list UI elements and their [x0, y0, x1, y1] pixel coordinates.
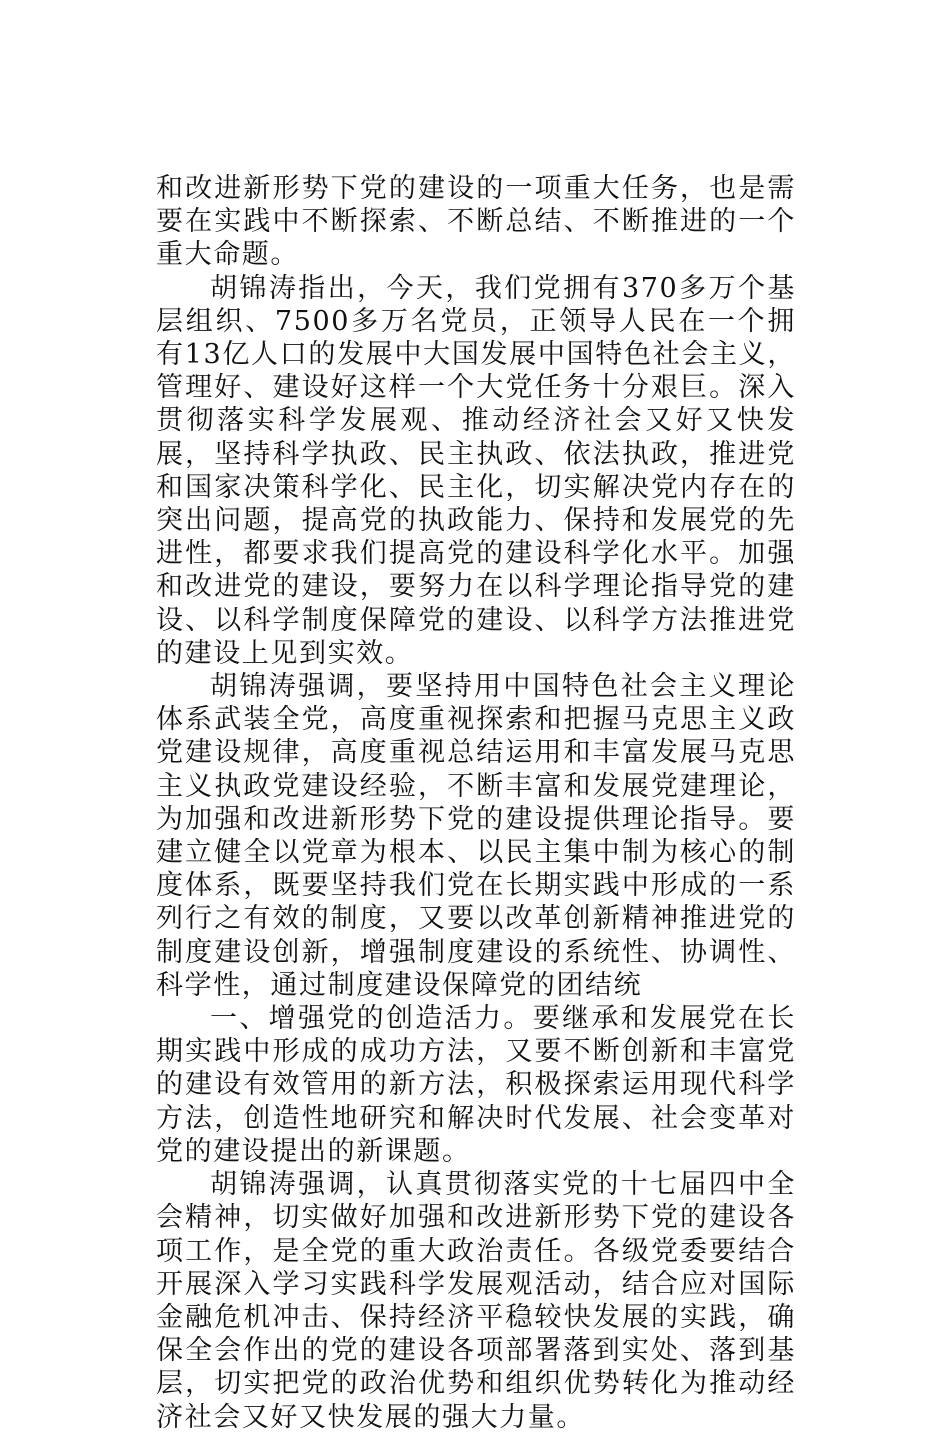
paragraph-hu-emphasized-implementation: 胡锦涛强调，认真贯彻落实党的十七届四中全会精神，切实做好加强和改进新形势下党的建设各项工作，是全党的重大政治责任。各级党委要结合开展深入学习实践科学发展观活动，结合应对国际金融危机冲击、保持经济平稳较快发展的实践，确保全会作出的党的建设各项部署落到实处、落到基层，切实把党的政治优势和组织优势转化为推动经济社会又好又快发展的强大力量。	[156, 1169, 796, 1433]
paragraph-hu-pointed-out: 胡锦涛指出，今天，我们党拥有370多万个基层组织、7500多万名党员，正领导人民在一个拥有13亿人口的发展中大国发展中国特色社会主义，管理好、建设好这样一个大党任务十分艰巨。深入贯彻落实科学发展观、推动经济社会又好又快发展，坚持科学执政、民主执政、依法执政，推进党和国家决策科学化、民主化，切实解决党内存在的突出问题，提高党的执政能力、保持和发展党的先进性，都要求我们提高党的建设科学化水平。加强和改进党的建设，要努力在以科学理论指导党的建设、以科学制度保障党的建设、以科学方法推进党的建设上见到实效。	[156, 272, 796, 669]
paragraph-creative-vitality: 一、增强党的创造活力。要继承和发展党在长期实践中形成的成功方法，又要不断创新和丰富党的建设有效管用的新方法，积极探索运用现代科学方法，创造性地研究和解决时代发展、社会变革对党的建设提出的新课题。	[156, 1003, 796, 1167]
paragraph-hu-emphasized-theory: 胡锦涛强调，要坚持用中国特色社会主义理论体系武装全党，高度重视探索和把握马克思主义政党建设规律，高度重视总结运用和丰富发展马克思主义执政党建设经验，不断丰富和发展党建理论，为加强和改进新形势下党的建设提供理论指导。要建立健全以党章为根本、以民主集中制为核心的制度体系，既要坚持我们党在长期实践中形成的一系列行之有效的制度，又要以改革创新精神推进党的制度建设创新，增强制度建设的系统性、协调性、科学性，通过制度建设保障党的团结统	[156, 671, 796, 1001]
document-body	[156, 172, 796, 1434]
paragraph-continuation: 和改进新形势下党的建设的一项重大任务，也是需要在实践中不断探索、不断总结、不断推进的一个重大命题。	[156, 173, 796, 271]
